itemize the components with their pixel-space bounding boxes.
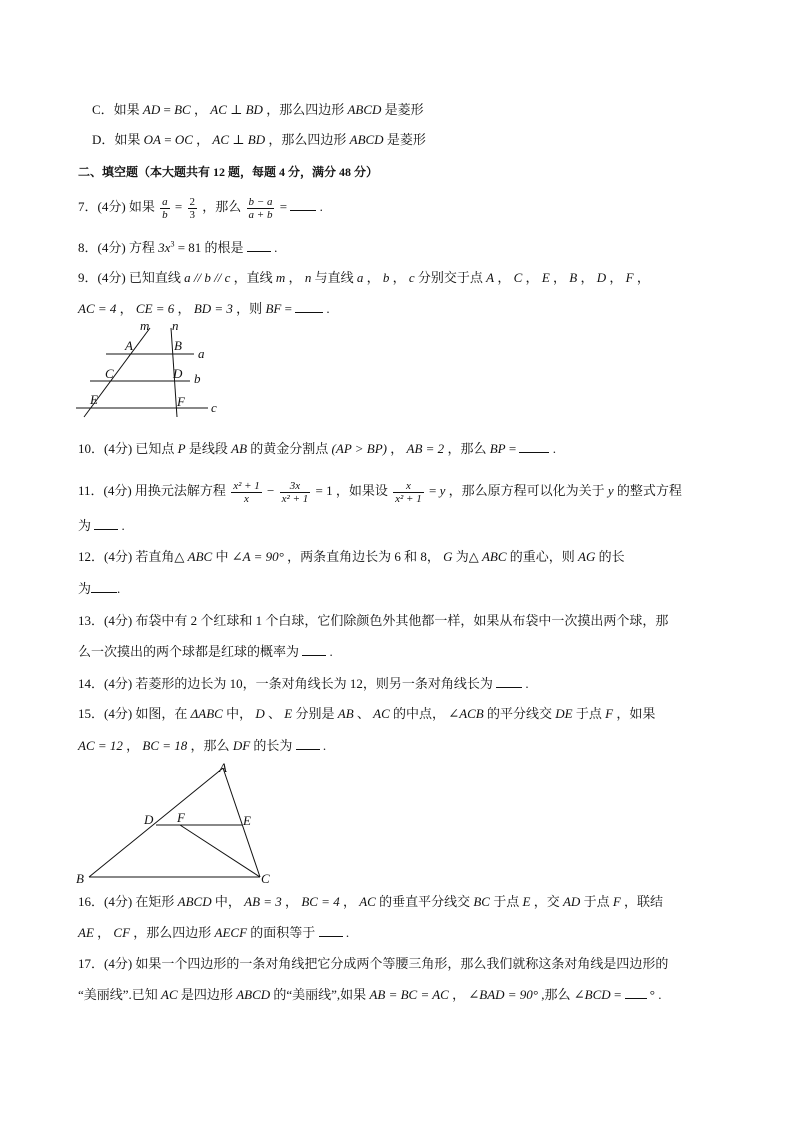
text: 的平分线交 — [483, 706, 556, 721]
question-7 — [78, 192, 323, 222]
text: 为 — [78, 518, 95, 533]
text: ，联结 — [620, 894, 664, 909]
text: 中， — [211, 894, 245, 909]
section-heading: 二、填空题（本大题共有 12 题，每题 4 分，满分 48 分） — [78, 165, 379, 179]
answer-blank[interactable] — [247, 240, 271, 252]
option-d — [92, 131, 426, 149]
math: a — [356, 270, 364, 285]
text: . — [342, 925, 350, 940]
math: c — [408, 270, 415, 285]
text: 是四边形 — [177, 987, 237, 1002]
text: ， — [494, 270, 514, 285]
question-15 — [78, 705, 655, 723]
text: ， — [190, 102, 211, 117]
text: 的黄金分割点 — [247, 441, 332, 456]
fraction — [188, 196, 198, 221]
label-D: D — [173, 366, 183, 381]
text: 的整式方程 — [613, 483, 682, 498]
text: ， — [606, 270, 626, 285]
math: BD — [245, 102, 263, 117]
text: ， — [174, 301, 194, 316]
math: D — [255, 706, 265, 721]
fraction — [247, 196, 275, 221]
text: 为 — [78, 581, 92, 596]
text: ， — [387, 441, 407, 456]
question-text: 16．(4分) 在矩形 — [78, 894, 178, 909]
answer-blank[interactable] — [94, 518, 118, 530]
text: 的中点， — [389, 706, 449, 721]
math: F — [612, 894, 621, 909]
answer-blank[interactable] — [319, 925, 343, 937]
text: 中 — [212, 549, 232, 564]
text: 与直线 — [311, 270, 357, 285]
question-12 — [78, 548, 625, 566]
denominator: x² + 1 — [395, 492, 422, 505]
text: ⊥ — [229, 132, 248, 147]
text: ， — [389, 270, 409, 285]
answer-blank[interactable] — [625, 987, 647, 999]
math: E — [284, 706, 293, 721]
math: AB = BC = AC — [369, 987, 449, 1002]
math: AE — [78, 925, 94, 940]
math: ABC — [481, 549, 507, 564]
text: 于点 — [489, 894, 523, 909]
question-text: 8．(4分) 方程 — [78, 240, 159, 255]
text: 的“美丽线”,如果 — [270, 987, 370, 1002]
question-text: 7．(4分) 如果 — [78, 199, 159, 214]
math: AB = 3 — [244, 894, 282, 909]
text: 的根是 — [201, 240, 247, 255]
math: y — [607, 483, 614, 498]
math: BC — [473, 894, 490, 909]
text: 于点 — [572, 706, 606, 721]
text: 的重心，则 — [506, 549, 579, 564]
math: ABCD — [347, 102, 382, 117]
text: ， — [522, 270, 542, 285]
math: ABCD — [177, 894, 212, 909]
math: CF — [113, 925, 131, 940]
text: 是线段 — [185, 441, 232, 456]
text: ,那么 — [538, 987, 574, 1002]
math: DF — [232, 738, 251, 753]
label-E: E — [243, 813, 251, 828]
math: AC — [210, 102, 227, 117]
text: 中， — [222, 706, 256, 721]
text: ， — [281, 894, 302, 909]
question-11 — [78, 476, 682, 506]
math: A — [486, 270, 495, 285]
label-D: D — [144, 812, 154, 827]
math: E — [541, 270, 550, 285]
math: BF — [265, 301, 282, 316]
math: BC = 18 — [142, 738, 188, 753]
text: ，那么 — [187, 738, 233, 753]
text: 、 — [264, 706, 285, 721]
math: AG — [578, 549, 596, 564]
denominator: x — [244, 492, 249, 505]
math: = 81 — [174, 240, 202, 255]
text: ，则 — [232, 301, 266, 316]
option-label: D．如果 — [92, 132, 144, 147]
question-text: 11．(4分) 用换元法解方程 — [78, 483, 230, 498]
label-F: F — [177, 810, 185, 825]
math: F — [605, 706, 614, 721]
text: ，那么原方程可以化为关于 — [445, 483, 608, 498]
math: (AP > BP) — [331, 441, 388, 456]
math: BC = 4 — [301, 894, 340, 909]
text: ， — [633, 270, 650, 285]
text: = — [610, 987, 625, 1002]
triangle-figure — [70, 758, 290, 886]
text: ，直线 — [230, 270, 276, 285]
math: ABCD — [236, 987, 271, 1002]
text: − — [263, 483, 278, 498]
text: ，那么四边形 — [130, 925, 215, 940]
side-AC — [223, 768, 260, 877]
text: = — [160, 132, 175, 147]
text: ， — [577, 270, 597, 285]
text: . — [549, 441, 556, 456]
text: ，那么四边形 — [265, 132, 350, 147]
label-B: B — [76, 871, 84, 886]
math: AD — [562, 894, 581, 909]
fraction — [280, 480, 311, 505]
numerator: 3x — [280, 480, 311, 493]
math: AC = 4 — [78, 301, 117, 316]
text: ， — [122, 738, 143, 753]
segment-CF — [180, 825, 260, 877]
question-16 — [78, 893, 663, 911]
denominator: 3 — [189, 208, 196, 221]
text: 的长为 — [250, 738, 296, 753]
question-11-cont — [78, 517, 125, 535]
text: ， — [549, 270, 570, 285]
denominator: a + b — [248, 208, 273, 221]
answer-blank[interactable] — [295, 301, 323, 313]
math: C — [513, 270, 523, 285]
question-9 — [78, 269, 650, 287]
label-B: B — [174, 338, 182, 353]
math: b — [382, 270, 390, 285]
math: CE = 6 — [135, 301, 175, 316]
question-10 — [78, 440, 556, 458]
numerator: x² + 1 — [233, 479, 260, 492]
answer-blank[interactable] — [91, 581, 117, 593]
text: . — [522, 676, 529, 691]
question-9-cont — [78, 300, 330, 318]
text: = — [281, 301, 296, 316]
math: ∠BCD — [573, 987, 611, 1002]
math: P — [177, 441, 186, 456]
fraction — [231, 480, 262, 505]
math: AC — [161, 987, 178, 1002]
math: AC — [212, 132, 230, 147]
numerator: x — [393, 480, 424, 493]
label-E: E — [90, 392, 98, 407]
math: ΔABC — [190, 706, 223, 721]
label-c: c — [211, 400, 217, 415]
denominator: x² + 1 — [281, 492, 309, 505]
option-c — [92, 101, 424, 119]
math: F — [625, 270, 634, 285]
math: BD — [247, 132, 266, 147]
question-text: 12．(4分) 若直角△ — [78, 549, 188, 564]
text: 的长 — [595, 549, 625, 564]
math: m — [275, 270, 286, 285]
text: ⊥ — [226, 102, 246, 117]
question-15-cont — [78, 737, 326, 755]
math: AC — [359, 894, 376, 909]
side-AB — [89, 768, 223, 877]
math: y — [439, 483, 446, 498]
math: AC = 12 — [78, 738, 123, 753]
math: BC — [174, 102, 191, 117]
math: AECF — [214, 925, 248, 940]
text: 分别交于点 — [414, 270, 487, 285]
math: AD — [142, 102, 161, 117]
text: ， — [192, 132, 213, 147]
math: ABC — [187, 549, 213, 564]
text: 于点 — [580, 894, 613, 909]
math: G — [443, 549, 453, 564]
text: ， — [339, 894, 360, 909]
answer-blank[interactable] — [519, 441, 549, 453]
question-8 — [78, 239, 277, 257]
question-12-cont — [78, 580, 120, 598]
denominator: b — [162, 208, 168, 221]
text: ， — [116, 301, 136, 316]
numerator: a — [162, 195, 168, 208]
text: ° . — [646, 987, 662, 1002]
text: . — [319, 738, 327, 753]
math: AB — [231, 441, 248, 456]
numerator: b − a — [248, 195, 273, 208]
question-text: 9．(4分) 已知直线 — [78, 270, 185, 285]
math: ABCD — [349, 132, 384, 147]
math: ∠BAD = 90° — [468, 987, 539, 1002]
text: = — [276, 199, 291, 214]
question-17: 17．(4分) 如果一个四边形的一条对角线把它分成两个等腰三角形，那么我们就称这条对角线是四边形的 — [78, 956, 669, 971]
math: AC — [373, 706, 390, 721]
text: 是菱形 — [383, 132, 426, 147]
math: n — [304, 270, 312, 285]
text: ，那么四边形 — [262, 102, 348, 117]
question-14 — [78, 675, 529, 693]
math: OC — [174, 132, 193, 147]
math: OA — [143, 132, 161, 147]
parallel-lines-figure — [70, 318, 230, 418]
label-b: b — [194, 371, 201, 386]
text: . — [323, 301, 330, 316]
text: “美丽线”.已知 — [78, 987, 162, 1002]
text: ，那么 — [444, 441, 490, 456]
text: = — [160, 102, 175, 117]
math: 3x — [158, 240, 171, 255]
text: ， — [448, 987, 469, 1002]
label-A: A — [219, 760, 227, 775]
answer-blank[interactable] — [496, 676, 522, 688]
text: . — [316, 199, 323, 214]
text: ，两条直角边长为 6 和 8， — [283, 549, 444, 564]
text: = — [171, 199, 186, 214]
math: a // b // c — [184, 270, 231, 285]
fraction — [393, 480, 424, 505]
label-n: n — [172, 318, 179, 333]
label-A: A — [125, 338, 133, 353]
text: ，如果设 — [332, 483, 392, 498]
numerator: 2 — [189, 195, 196, 208]
question-13-cont — [78, 643, 333, 661]
text: . — [117, 581, 121, 596]
text: ， — [93, 925, 114, 940]
math: BD = 3 — [193, 301, 233, 316]
text: = — [425, 483, 440, 498]
answer-blank[interactable] — [296, 738, 320, 750]
math: D — [596, 270, 607, 285]
option-label: C．如果 — [92, 102, 143, 117]
text: . — [326, 644, 333, 659]
math: AB = 2 — [406, 441, 445, 456]
question-text: 14．(4分) 若菱形的边长为 10，一条对角线长为 12，则另一条对角线长为 — [78, 676, 497, 691]
question-13: 13．(4分) 布袋中有 2 个红球和 1 个白球，它们除颜色外其他都一样，如果从布袋中一次摸出两个球，那 — [78, 613, 669, 628]
question-text: 10．(4分) 已知点 — [78, 441, 178, 456]
text: ，如果 — [613, 706, 656, 721]
math: B — [569, 270, 578, 285]
math: = 1 — [312, 483, 333, 498]
math: DE — [555, 706, 573, 721]
question-text: 15．(4分) 如图，在 — [78, 706, 191, 721]
label-C: C — [105, 366, 114, 381]
answer-blank[interactable] — [302, 644, 326, 656]
text: ， — [285, 270, 305, 285]
text: ， — [363, 270, 383, 285]
math: AB — [337, 706, 354, 721]
text: . — [118, 518, 125, 533]
math: ∠A = 90° — [231, 549, 284, 564]
text: 、 — [353, 706, 374, 721]
text: = — [505, 441, 520, 456]
text: ，交 — [530, 894, 563, 909]
text: . — [270, 240, 278, 255]
label-F: F — [177, 394, 185, 409]
text: 分别是 — [292, 706, 338, 721]
text: 的垂直平分线交 — [375, 894, 474, 909]
text: 么一次摸出的两个球都是红球的概率为 — [78, 644, 303, 659]
math: ∠ACB — [448, 706, 484, 721]
answer-blank[interactable] — [290, 199, 316, 211]
text: ，那么 — [199, 199, 245, 214]
math: E — [522, 894, 531, 909]
exponent: 3 — [170, 239, 175, 249]
label-C: C — [261, 871, 270, 886]
question-17-cont — [78, 986, 661, 1004]
math: BP — [489, 441, 506, 456]
text: 是菱形 — [381, 102, 424, 117]
label-a: a — [198, 346, 205, 361]
text: 的面积等于 — [247, 925, 319, 940]
text: 为△ — [452, 549, 482, 564]
fraction — [160, 196, 170, 221]
label-m: m — [140, 318, 150, 333]
question-16-cont — [78, 924, 349, 942]
